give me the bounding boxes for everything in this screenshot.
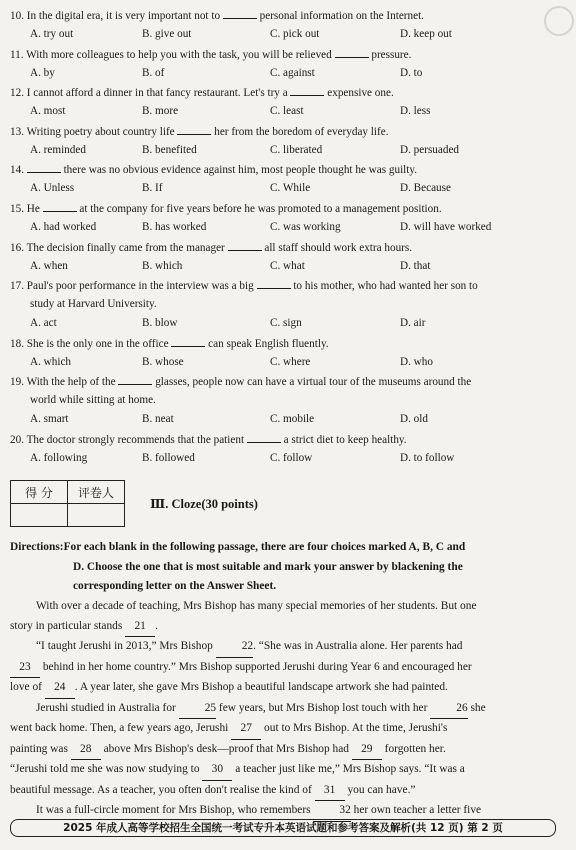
- directions-line2: D. Choose the one that is most suitable and mark your answer by blackening the: [73, 560, 463, 573]
- option-c: C. pick out: [270, 28, 320, 40]
- blank-26: 26: [430, 699, 467, 720]
- question-stem: 14. there was no obvious evidence against him, most people thought he was guilty.: [10, 164, 418, 177]
- option-b: B. If: [142, 182, 163, 195]
- question-stem-continued: study at Harvard University.: [30, 298, 157, 311]
- answer-blank: [177, 124, 211, 135]
- answer-blank: [228, 240, 262, 251]
- directions-line1: For each blank in the following passage, there are four choices marked A, B, C and: [63, 541, 466, 553]
- answer-blank: [257, 278, 291, 289]
- watermark-logo: [544, 6, 574, 36]
- question-stem: 18. She is the only one in the office can speak English fluently.: [10, 337, 329, 350]
- passage-line: Jerushi studied in Australia for 25 few years, but Mrs Bishop lost touch with her 26 she: [10, 699, 555, 720]
- answer-blank: [171, 336, 205, 347]
- cloze-passage: [10, 597, 555, 822]
- option-d: D. keep out: [400, 28, 452, 40]
- question-stem: 17. Paul's poor performance in the interview was a big to his mother, who had wanted her son to: [10, 280, 478, 293]
- passage-line: beautiful message. As a teacher, you often don't realise the kind of 31 you can have.”: [10, 781, 555, 802]
- option-d: D. Because: [400, 182, 451, 195]
- passage-line: went back home. Then, a few years ago, Jerushi 27 out to Mrs Bishop. At the time, Jerushi's: [10, 719, 555, 740]
- question-stem: 10. In the digital era, it is very important not to personal information on the Internet.: [10, 10, 424, 22]
- blank-27: 27: [231, 719, 261, 740]
- answer-blank: [223, 8, 257, 19]
- question-stem: 19. With the help of the glasses, people now can have a virtual tour of the museums around the: [10, 376, 472, 389]
- option-d: D. less: [400, 105, 431, 118]
- option-d: D. who: [400, 355, 433, 368]
- blank-25: 25: [179, 699, 216, 720]
- option-b: B. which: [142, 259, 183, 272]
- option-d: D. that: [400, 259, 431, 272]
- score-table: [10, 480, 125, 527]
- option-a: A. Unless: [30, 182, 75, 195]
- score-header: 得 分: [11, 481, 68, 504]
- option-c: C. liberated: [270, 143, 323, 156]
- option-a: A. most: [30, 105, 66, 118]
- answer-blank: [335, 47, 369, 58]
- answer-blank: [247, 432, 281, 443]
- option-d: D. to: [400, 66, 423, 79]
- option-b: B. give out: [142, 28, 192, 40]
- directions: [10, 538, 555, 597]
- option-c: C. where: [270, 355, 311, 368]
- question-stem: 12. I cannot afford a dinner in that fancy restaurant. Let's try a expensive one.: [10, 87, 394, 100]
- question-stem: 15. He at the company for five years before he was promoted to a management position.: [10, 203, 442, 215]
- option-c: C. was working: [270, 221, 341, 233]
- blank-32: 32: [313, 801, 350, 822]
- passage-line: 23 behind in her home country.” Mrs Bishop supported Jerushi during Year 6 and encouraged her: [10, 658, 555, 679]
- answer-blank: [118, 374, 152, 385]
- question-stem: 20. The doctor strongly recommends that the patient a strict diet to keep healthy.: [10, 434, 407, 446]
- blank-28: 28: [71, 740, 101, 761]
- passage-line: story in particular stands 21 .: [10, 617, 555, 638]
- option-a: A. when: [30, 259, 68, 272]
- option-a: A. which: [30, 355, 72, 368]
- blank-30: 30: [202, 760, 232, 781]
- option-a: A. by: [30, 66, 55, 79]
- grader-header: 评卷人: [68, 481, 125, 504]
- option-a: A. try out: [30, 28, 74, 40]
- answer-blank: [43, 201, 77, 212]
- option-b: B. followed: [142, 452, 195, 464]
- page-footer: 2025 年成人高等学校招生全国统一考试专升本英语试题和参考答案及解析(共 12 页) 第 2 页: [10, 819, 556, 837]
- option-a: A. had worked: [30, 221, 97, 233]
- blank-23: 23: [10, 658, 40, 679]
- option-d: D. old: [400, 413, 428, 426]
- option-c: C. follow: [270, 452, 313, 464]
- option-a: A. following: [30, 452, 88, 464]
- passage-line: “I taught Jerushi in 2013,” Mrs Bishop 22. “She was in Australia alone. Her parents had: [10, 637, 555, 658]
- option-a: A. act: [30, 317, 57, 330]
- option-c: C. sign: [270, 317, 302, 330]
- option-c: C. mobile: [270, 413, 315, 426]
- option-c: C. least: [270, 105, 304, 118]
- blank-29: 29: [352, 740, 382, 761]
- option-b: B. more: [142, 105, 179, 118]
- question-stem: 16. The decision finally came from the manager all staff should work extra hours.: [10, 241, 413, 254]
- option-a: A. reminded: [30, 143, 86, 156]
- option-d: D. air: [400, 317, 426, 330]
- blank-31: 31: [315, 781, 345, 802]
- option-b: B. neat: [142, 413, 174, 426]
- answer-blank: [27, 162, 61, 173]
- question-stem-continued: world while sitting at home.: [30, 394, 156, 407]
- question-stem: 13. Writing poetry about country life her from the boredom of everyday life.: [10, 125, 389, 138]
- option-c: C. what: [270, 259, 305, 272]
- answer-blank: [290, 85, 324, 96]
- passage-line: With over a decade of teaching, Mrs Bishop has many special memories of her students. But one: [36, 600, 477, 612]
- question-stem: 11. With more colleagues to help you with the task, you will be relieved pressure.: [10, 48, 412, 61]
- option-d: D. to follow: [400, 452, 455, 464]
- grader-cell: [68, 504, 125, 527]
- blank-21: 21: [125, 617, 155, 638]
- passage-line: painting was 28 above Mrs Bishop's desk—proof that Mrs Bishop had 29 forgotten her.: [10, 740, 555, 761]
- option-b: B. of: [142, 66, 165, 79]
- option-a: A. smart: [30, 413, 69, 426]
- option-b: B. benefited: [142, 143, 197, 156]
- directions-label: Directions:: [10, 541, 64, 553]
- directions-line3: corresponding letter on the Answer Sheet.: [73, 580, 277, 592]
- passage-line: It was a full-circle moment for Mrs Bishop, who remembers 32 her own teacher a letter five: [10, 801, 555, 822]
- option-c: C. While: [270, 182, 311, 195]
- option-c: C. against: [270, 66, 315, 79]
- blank-24: 24: [45, 678, 75, 699]
- option-b: B. whose: [142, 355, 184, 368]
- passage-line: love of 24 . A year later, she gave Mrs Bishop a beautiful landscape artwork she had painted.: [10, 678, 555, 699]
- section-title: Ⅲ. Cloze(30 points): [150, 497, 258, 511]
- option-b: B. blow: [142, 317, 178, 330]
- option-d: D. persuaded: [400, 143, 460, 156]
- passage-line: “Jerushi told me she was now studying to 30 a teacher just like me,” Mrs Bishop says. “It was a: [10, 760, 555, 781]
- option-b: B. has worked: [142, 221, 207, 233]
- score-cell: [11, 504, 68, 527]
- option-d: D. will have worked: [400, 221, 492, 233]
- blank-22: 22: [216, 637, 253, 658]
